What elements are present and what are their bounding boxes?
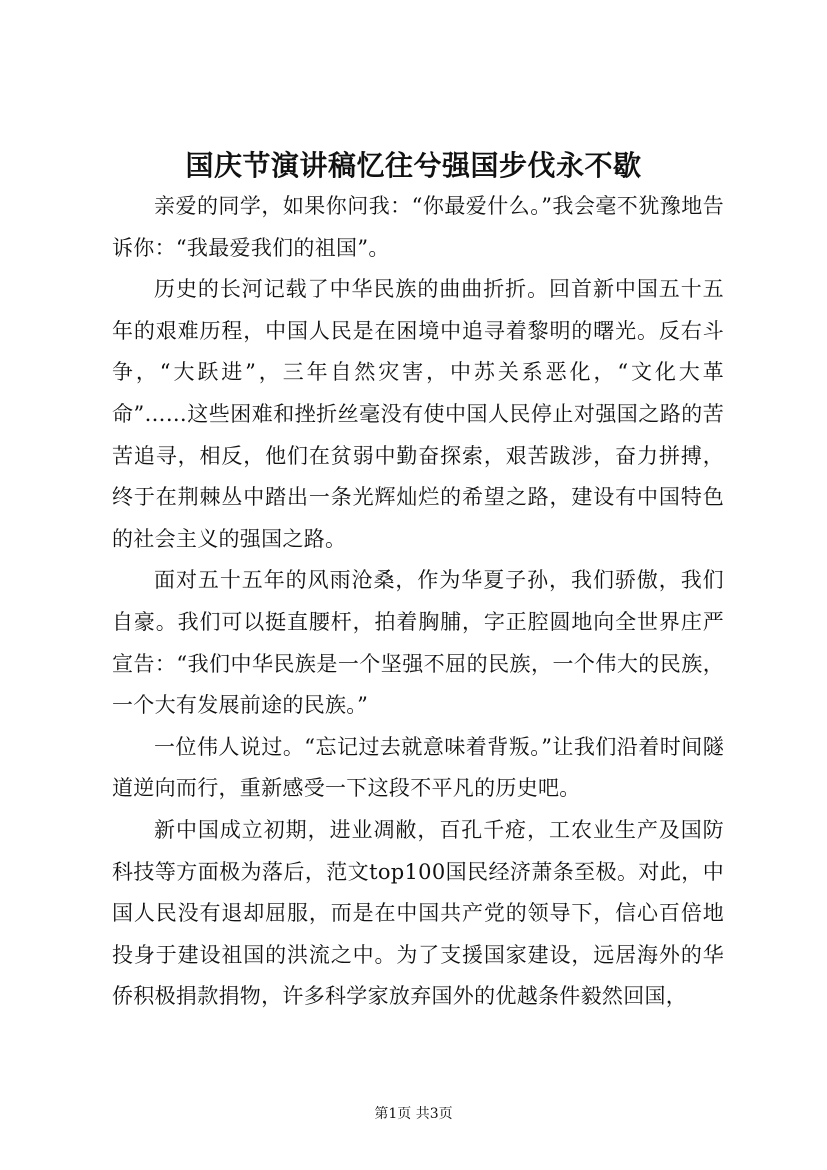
document-body [112, 186, 724, 1018]
paragraph: 面对五十五年的风雨沧桑，作为华夏子孙，我们骄傲，我们自豪。我们可以挺直腰杆，拍着胸脯，字正腔圆地向全世界庄严宣告：“我们中华民族是一个坚强不屈的民族，一个伟大的民族，一个大有发展前途的民族。” [112, 568, 724, 718]
paragraph: 一位伟人说过。“忘记过去就意味着背叛。”让我们沿着时间隧道逆向而行，重新感受一下这段不平凡的历史吧。 [112, 734, 724, 801]
page-number-footer: 第1页 共3页 [374, 1106, 453, 1122]
document-title: 国庆节演讲稿忆往兮强国步伐永不歇 [185, 149, 642, 182]
paragraph: 新中国成立初期，进业凋敝，百孔千疮，工农业生产及国防科技等方面极为落后，范文top100国民经济萧条至极。对此，中国人民没有退却屈服，而是在中国共产党的领导下，信心百倍地投身于建设祖国的洪流之中。为了支援国家建设，远居海外的华侨积极捐款捐物，许多科学家放弃国外的优越条件毅然回国， [112, 817, 724, 1009]
paragraph: 亲爱的同学，如果你问我：“你最爱什么。”我会毫不犹豫地告诉你：“我最爱我们的祖国”。 [112, 194, 724, 260]
paragraph: 历史的长河记载了中华民族的曲曲折折。回首新中国五十五年的艰难历程，中国人民是在困境中追寻着黎明的曙光。反右斗争，“大跃进”，三年自然灾害，中苏关系恶化，“文化大革命”……这些困难和挫折丝毫没有使中国人民停止对强国之路的苦苦追寻，相反，他们在贫弱中勤奋探索，艰苦跋涉，奋力拼搏，终于在荆棘丛中踏出一条光辉灿烂的希望之路，建设有中国特色的社会主义的强国之路。 [112, 277, 724, 551]
